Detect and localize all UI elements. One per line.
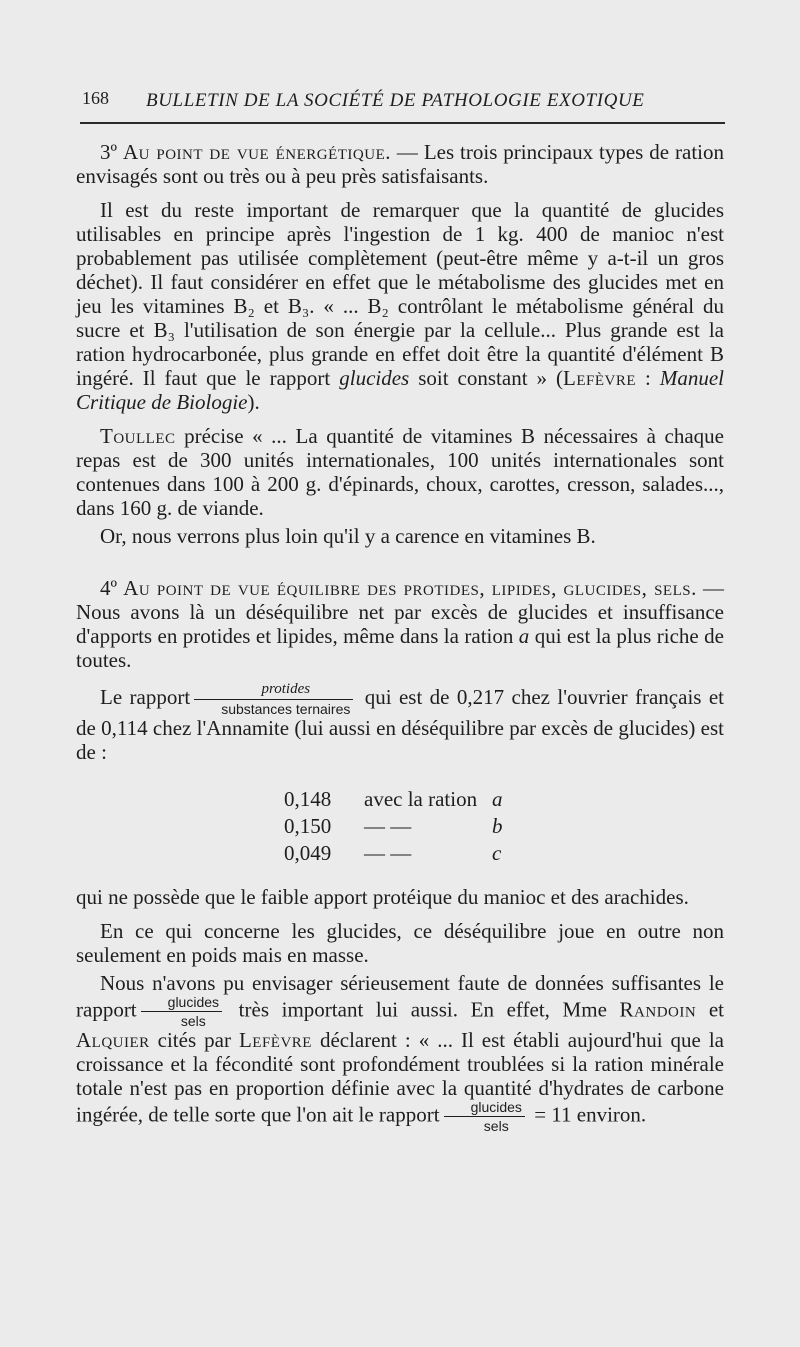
section-4-heading: Au point de vue équilibre des protides, lipides, glucides, sels.: [123, 576, 697, 600]
fraction-glucides-sels: [141, 995, 222, 1028]
fraction-numerator: protides: [261, 681, 311, 697]
fraction-numerator: glucides: [470, 1099, 522, 1115]
paragraph-text: = 11 environ.: [528, 1102, 647, 1127]
ratio-key: b: [492, 814, 503, 838]
paragraph-carence: Or, nous verrons plus loin qu'il y a carence en vitamines B.: [100, 524, 596, 548]
section-3-heading: Au point de vue énergétique.: [122, 140, 391, 164]
ratio-row: [284, 813, 503, 840]
paragraph-text: Il est du reste important de remarquer que la quantité de glucides utilisables en principe après l'ingestion de 1 kg. 400 de manioc n'est probablement pas utilisée complètement (peut-être même y a-t-il un gros déchet). Il faut considérer en effet que le métabolisme des glucides met en jeu les vitamines B₂ et B₃. « ... B₂ contrôlant le métabolisme général du sucre et B₃ l'utilisation de son énergie par la cellule... Plus grande est la ration hydrocarbonée, plus grande en effet doit être la quantité d'élément B ingéré. Il faut que le rapport: [76, 198, 724, 390]
paragraph-text: qui est la plus riche de toutes.: [76, 624, 724, 672]
page-header: [80, 86, 725, 126]
paragraph-protides-ratio: [76, 682, 724, 764]
paragraph-vitamins: [76, 198, 724, 414]
running-title: BULLETIN DE LA SOCIÉTÉ DE PATHOLOGIE EXOTIQUE: [146, 90, 645, 111]
paragraph-text: Nous n'avons pu envisager sérieusement faute de données suffisantes le rapport: [76, 971, 724, 1022]
body-text: [76, 140, 724, 1133]
ratio-label: — —: [364, 814, 412, 838]
fraction-denominator: sels: [141, 1011, 222, 1028]
paragraph-text: cités par: [149, 1028, 239, 1052]
fraction-protides: [194, 682, 353, 716]
paragraph-text: très important lui aussi. En effet, Mme: [226, 997, 620, 1022]
ratio-value: 0,049: [284, 841, 332, 865]
author-name: Randoin: [619, 997, 697, 1022]
section-3-text: — Les trois principaux types de ration envisagés sont ou très ou à peu près satisfaisants.: [76, 140, 724, 188]
header-rule: [80, 122, 725, 124]
paragraph-text: :: [636, 366, 660, 390]
section-4-number: 4º: [100, 576, 118, 600]
fraction-numerator: glucides: [167, 994, 220, 1010]
paragraph-randoin: [76, 971, 724, 1133]
book-title: Manuel Critique de Biologie: [76, 366, 724, 414]
author-name: Lefèvre: [238, 1028, 312, 1052]
paragraph-text: déclarent : « ... Il est établi aujourd'hui que la croissance et la fécondité sont profondément troublées si la ration minérale totale n'est pas en proportion définie avec la quantité d'hydrates de carbone ingérée, de telle sorte que l'on ait le rapport: [76, 1028, 725, 1127]
section-3-number: 3º: [100, 140, 118, 164]
paragraph-text: Le rapport: [100, 684, 191, 709]
ration-letter: a: [518, 624, 530, 648]
paragraph-toullec: [76, 424, 724, 520]
paragraph-text: et: [696, 997, 724, 1022]
italic-word: glucides: [339, 366, 410, 390]
ratio-row: [284, 786, 503, 813]
ratio-label: — —: [364, 841, 412, 865]
paragraph-text: qui est de 0,217 chez l'ouvrier français et de 0,114 chez l'Annamite (lui aussi en déséquilibre par excès de glucides) est de :: [76, 684, 724, 764]
ratio-list: [284, 786, 503, 867]
ratio-value: 0,148: [284, 787, 332, 811]
ratio-value: 0,150: [284, 814, 332, 838]
fraction-glucides-sels-2: [444, 1100, 525, 1133]
paragraph-manioc: qui ne possède que le faible apport protéique du manioc et des arachides.: [76, 885, 689, 909]
paragraph-text: — Nous avons là un déséquilibre net par excès de glucides et insuffisance d'apports en protides et lipides, même dans la ration: [76, 576, 725, 648]
ratio-key: a: [492, 787, 503, 811]
paragraph-text: ).: [247, 390, 260, 414]
paragraph-glucides: En ce qui concerne les glucides, ce déséquilibre joue en outre non seulement en poids mais en masse.: [76, 919, 724, 967]
author-name: Alquier: [76, 1028, 150, 1052]
paragraph-text: précise « ... La quantité de vitamines B nécessaires à chaque repas est de 300 unités internationales, 100 unités internationales sont contenues dans 100 à 200 g. d'épinards, choux, carottes, cresson, salades..., dans 160 g. de viande.: [76, 424, 724, 520]
ratio-label: avec la ration: [364, 787, 478, 811]
author-name: Toullec: [100, 424, 176, 448]
fraction-denominator: sels: [444, 1116, 525, 1133]
paragraph-text: soit constant » (: [409, 366, 564, 390]
page-number: 168: [82, 88, 109, 108]
section-4-paragraph: [76, 576, 724, 672]
ratio-key: c: [492, 841, 502, 865]
author-name: Lefèvre: [563, 366, 637, 390]
fraction-denominator: substances ternaires: [194, 699, 353, 716]
ratio-row: [284, 840, 503, 867]
section-3-paragraph: [76, 140, 724, 188]
